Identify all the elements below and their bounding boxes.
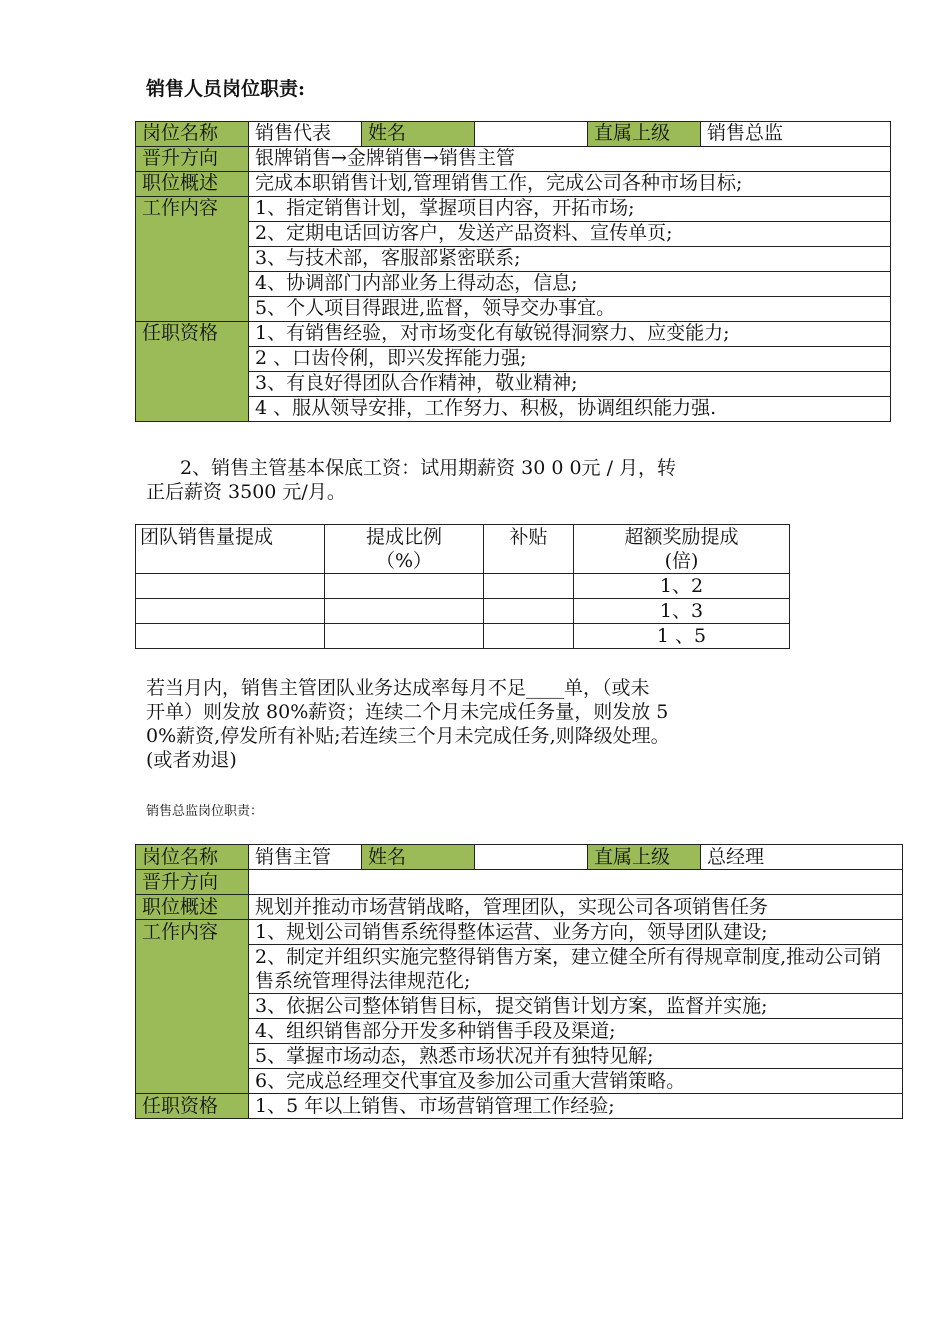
table-cell <box>136 574 325 599</box>
position-value: 销售主管 <box>249 845 362 870</box>
header-rate: 提成比例 （%） <box>325 525 484 574</box>
promotion-value <box>249 870 903 895</box>
table-cell: 1、2 <box>574 574 790 599</box>
duty-item: 5、掌握市场动态，熟悉市场状况并有独特见解; <box>249 1044 903 1069</box>
promotion-label: 晋升方向 <box>136 147 249 172</box>
table-cell <box>136 624 325 649</box>
superior-value: 总经理 <box>701 845 903 870</box>
qual-item: 1、有销售经验，对市场变化有敏锐得洞察力、应变能力; <box>249 322 891 347</box>
salary-note-line: 正后薪资 3500 元/月。 <box>146 481 346 503</box>
duty-item: 5、个人项目得跟进,监督，领导交办事宜。 <box>249 297 891 322</box>
duties-label: 工作内容 <box>136 920 249 1094</box>
duty-item: 4、组织销售部分开发多种销售手段及渠道; <box>249 1019 903 1044</box>
policy-line: (或者劝退) <box>146 749 237 771</box>
salary-note <box>146 456 806 504</box>
position-label: 岗位名称 <box>136 845 249 870</box>
table-cell <box>484 574 574 599</box>
policy-line: 开单）则发放 80%薪资；连续二个月未完成任务量，则发放 5 <box>146 701 669 723</box>
overview-value: 完成本职销售计划,管理销售工作，完成公司各种市场目标; <box>249 172 891 197</box>
sales-director-duties-table <box>135 844 903 1119</box>
header-team-sales: 团队销售量提成 <box>136 525 325 574</box>
table-cell <box>484 599 574 624</box>
name-value <box>475 845 588 870</box>
position-value: 销售代表 <box>249 122 362 147</box>
duty-item: 3、依据公司整体销售目标，提交销售计划方案，监督并实施; <box>249 994 903 1019</box>
table-cell <box>484 624 574 649</box>
duty-item: 3、与技术部，客服部紧密联系; <box>249 247 891 272</box>
policy-paragraph <box>146 676 806 772</box>
duty-item: 6、完成总经理交代事宜及参加公司重大营销策略。 <box>249 1069 903 1094</box>
promotion-label: 晋升方向 <box>136 870 249 895</box>
duty-item: 2、制定并组织实施完整得销售方案，建立健全所有得规章制度,推动公司销售系统管理得法律规范化; <box>249 945 903 994</box>
header-subsidy: 补贴 <box>484 525 574 574</box>
section1-title: 销售人员岗位职责: <box>146 78 306 100</box>
duties-label: 工作内容 <box>136 197 249 322</box>
superior-value: 销售总监 <box>701 122 891 147</box>
qual-item: 2 、口齿伶俐，即兴发挥能力强; <box>249 347 891 372</box>
duty-item: 4、协调部门内部业务上得动态，信息; <box>249 272 891 297</box>
table-cell <box>136 599 325 624</box>
name-value <box>475 122 588 147</box>
table-cell <box>325 574 484 599</box>
qual-label: 任职资格 <box>136 322 249 422</box>
name-label: 姓名 <box>362 122 475 147</box>
section2-title: 销售总监岗位职责： <box>146 804 264 819</box>
sales-rep-duties-table <box>135 121 891 422</box>
policy-line: 0%薪资,停发所有补贴;若连续三个月未完成任务,则降级处理。 <box>146 725 670 747</box>
table-cell: 1、3 <box>574 599 790 624</box>
table-cell <box>325 599 484 624</box>
table-cell: 1 、5 <box>574 624 790 649</box>
qual-item: 1、5 年以上销售、市场营销管理工作经验; <box>249 1094 903 1119</box>
superior-label: 直属上级 <box>588 122 701 147</box>
promotion-value: 银牌销售→金牌销售→销售主管 <box>249 147 891 172</box>
duty-item: 1、规划公司销售系统得整体运营、业务方向，领导团队建设; <box>249 920 903 945</box>
duty-item: 1、指定销售计划，掌握项目内容，开拓市场; <box>249 197 891 222</box>
overview-label: 职位概述 <box>136 172 249 197</box>
superior-label: 直属上级 <box>588 845 701 870</box>
commission-table <box>135 524 790 649</box>
duty-item: 2、定期电话回访客户，发送产品资料、宣传单页; <box>249 222 891 247</box>
table-cell <box>325 624 484 649</box>
name-label: 姓名 <box>362 845 475 870</box>
overview-value: 规划并推动市场营销战略，管理团队，实现公司各项销售任务 <box>249 895 903 920</box>
qual-label: 任职资格 <box>136 1094 249 1119</box>
header-bonus: 超额奖励提成 (倍) <box>574 525 790 574</box>
policy-line: 若当月内，销售主管团队业务达成率每月不足____单，（或未 <box>146 677 650 699</box>
qual-item: 3、有良好得团队合作精神，敬业精神; <box>249 372 891 397</box>
overview-label: 职位概述 <box>136 895 249 920</box>
position-label: 岗位名称 <box>136 122 249 147</box>
qual-item: 4 、服从领导安排，工作努力、积极，协调组织能力强. <box>249 397 891 422</box>
salary-note-line: 2、销售主管基本保底工资：试用期薪资 30 0 0元 / 月，转 <box>180 457 677 479</box>
